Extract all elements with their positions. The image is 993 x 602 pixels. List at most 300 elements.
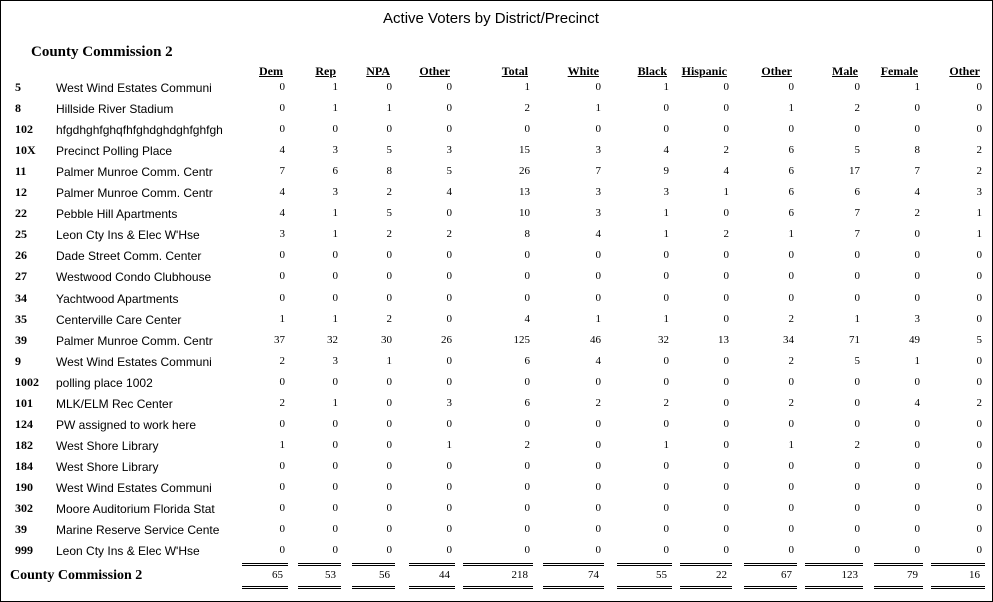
table-cell: 0 [446,354,452,367]
table-cell: 2 [386,228,392,241]
table-cell: 0 [595,291,601,304]
table-cell: 0 [976,102,982,115]
table-cell: 1 [788,102,794,115]
precinct-id: 11 [15,164,27,179]
table-cell: 37 [274,333,285,346]
table-cell: 0 [279,459,285,472]
table-cell: 0 [595,480,601,493]
precinct-id: 39 [15,332,27,347]
table-cell: 0 [524,417,530,430]
table-cell: 0 [386,523,392,536]
table-cell: 0 [788,544,794,557]
table-cell: 0 [854,502,860,514]
precinct-name: Pebble Hill Apartments [56,207,178,222]
table-cell: 8 [386,165,392,178]
table-cell: 4 [279,207,285,220]
table-cell: 0 [723,123,729,136]
precinct-id: 101 [15,395,33,410]
total-rule-bottom [543,588,604,589]
table-cell: 0 [914,375,920,388]
total-rule-top [242,565,288,566]
table-cell: 6 [524,354,530,367]
table-cell: 0 [914,249,920,262]
table-cell: 0 [595,544,601,557]
table-cell: 2 [788,396,794,409]
total-rule-top [409,565,455,566]
table-cell: 0 [279,417,285,430]
table-cell: 0 [524,375,530,388]
table-cell: 1 [663,207,669,220]
table-cell: 1 [595,102,601,115]
table-cell: 0 [788,249,794,262]
table-cell: 1 [663,312,669,325]
table-row [1,375,993,396]
table-cell: 8 [524,228,530,241]
table-cell: 2 [723,228,729,241]
table-cell: 3 [595,186,601,199]
table-cell: 0 [279,249,285,262]
total-rule-bottom [463,588,533,589]
table-cell: 3 [332,144,338,157]
precinct-name: polling place 1002 [56,375,153,390]
table-cell: 4 [446,186,452,199]
table-cell: 0 [788,480,794,493]
total-rule-bottom [352,588,395,589]
total-rule-bottom [298,586,341,587]
table-cell: 0 [446,523,452,536]
table-row [1,417,993,438]
table-cell: 1 [663,228,669,241]
table-cell: 0 [723,544,729,557]
table-row [1,80,993,101]
table-cell: 3 [446,396,452,409]
table-cell: 0 [723,354,729,367]
table-cell: 0 [723,375,729,388]
table-cell: 0 [788,459,794,472]
table-cell: 0 [332,544,338,557]
column-header: Black [637,64,667,78]
table-cell: 0 [976,459,982,472]
total-cell: 74 [588,569,599,581]
table-cell: 0 [976,375,982,388]
table-cell: 0 [723,396,729,409]
table-cell: 2 [446,228,452,241]
precinct-id: 9 [15,353,21,368]
table-cell: 1 [446,438,452,451]
table-cell: 2 [663,396,669,409]
precinct-id: 39 [15,522,27,537]
table-row [1,522,993,543]
table-cell: 1 [976,207,982,220]
table-cell: 0 [524,270,530,283]
precinct-name: Moore Auditorium Florida Stat [56,502,215,516]
table-cell: 0 [976,312,982,325]
total-rule-bottom [805,586,863,587]
total-rule-bottom [463,586,533,587]
table-cell: 0 [524,544,530,557]
table-cell: 8 [914,144,920,157]
total-rule-top [463,563,533,564]
table-cell: 1 [386,102,392,115]
precinct-id: 190 [15,479,33,494]
table-row [1,185,993,206]
total-rule-bottom [242,588,288,589]
table-cell: 1 [663,438,669,451]
table-cell: 0 [663,270,669,283]
table-cell: 0 [663,502,669,514]
table-cell: 0 [386,459,392,472]
table-cell: 0 [788,291,794,304]
precinct-name: Dade Street Comm. Center [56,249,202,264]
table-cell: 1 [976,228,982,241]
table-cell: 4 [723,165,729,178]
precinct-id: 35 [15,311,27,326]
precinct-name: Palmer Munroe Comm. Centr [56,333,213,348]
table-cell: 0 [446,123,452,136]
table-cell: 3 [332,354,338,367]
table-cell: 0 [723,459,729,472]
table-cell: 0 [663,544,669,557]
table-cell: 2 [976,396,982,409]
total-rule-top [805,563,863,564]
table-cell: 1 [332,207,338,220]
table-cell: 0 [386,249,392,262]
table-cell: 0 [332,523,338,536]
table-cell: 15 [519,144,530,157]
table-cell: 34 [783,333,794,346]
table-cell: 0 [279,123,285,136]
table-cell: 0 [524,459,530,472]
total-rule-bottom [931,586,985,587]
precinct-name: Marine Reserve Service Cente [56,523,220,538]
table-cell: 0 [279,502,285,514]
table-cell: 6 [788,207,794,220]
table-cell: 0 [332,438,338,451]
precinct-id: 5 [15,80,21,94]
table-cell: 4 [595,228,601,241]
table-cell: 0 [446,249,452,262]
total-rule-top [242,563,288,564]
table-cell: 0 [788,375,794,388]
table-cell: 0 [854,249,860,262]
column-header: Other [761,64,792,78]
total-rule-bottom [617,588,672,589]
table-cell: 0 [386,480,392,493]
table-row [1,122,993,143]
table-cell: 2 [854,102,860,115]
table-cell: 0 [595,438,601,451]
table-row [1,438,993,459]
table-cell: 0 [976,81,982,93]
table-cell: 0 [723,312,729,325]
table-cell: 0 [723,207,729,220]
table-row [1,333,993,354]
precinct-name: West Wind Estates Communi [56,480,212,495]
table-cell: 0 [663,102,669,115]
table-cell: 0 [723,270,729,283]
table-cell: 0 [279,375,285,388]
precinct-name: Yachtwood Apartments [56,291,179,306]
total-cell: 55 [656,569,667,581]
table-cell: 0 [914,270,920,283]
table-cell: 0 [524,523,530,536]
table-cell: 0 [663,249,669,262]
table-cell: 0 [788,81,794,93]
precinct-id: 12 [15,185,27,200]
column-header: White [567,64,599,78]
table-cell: 0 [446,81,452,93]
precinct-id: 26 [15,248,27,263]
table-cell: 1 [386,354,392,367]
table-cell: 0 [279,270,285,283]
table-cell: 6 [788,165,794,178]
table-cell: 0 [595,417,601,430]
precinct-name: Palmer Munroe Comm. Centr [56,186,213,201]
table-row [1,543,993,564]
table-cell: 6 [788,144,794,157]
precinct-name: West Shore Library [56,459,159,474]
table-cell: 5 [386,207,392,220]
total-rule-top [744,563,797,564]
table-cell: 1 [663,81,669,93]
table-cell: 3 [663,186,669,199]
table-cell: 71 [849,333,860,346]
total-rule-bottom [680,586,732,587]
table-cell: 0 [914,459,920,472]
table-row [1,248,993,269]
table-cell: 26 [441,333,452,346]
table-cell: 0 [595,502,601,514]
table-cell: 10 [519,207,530,220]
table-cell: 1 [524,81,530,93]
total-rule-bottom [805,588,863,589]
precinct-id: 27 [15,269,27,284]
table-cell: 5 [976,333,982,346]
table-cell: 3 [595,207,601,220]
table-cell: 4 [914,186,920,199]
table-cell: 5 [854,144,860,157]
table-cell: 0 [332,417,338,430]
table-cell: 0 [976,270,982,283]
table-cell: 0 [723,81,729,93]
table-cell: 0 [663,480,669,493]
total-cell: 56 [379,569,390,581]
column-header: Total [501,64,528,78]
column-header: Hispanic [681,64,727,78]
table-cell: 0 [914,438,920,451]
precinct-id: 999 [15,543,33,558]
table-cell: 0 [788,523,794,536]
table-cell: 7 [914,165,920,178]
table-cell: 0 [976,502,982,514]
table-row [1,396,993,417]
table-cell: 0 [446,480,452,493]
total-rule-bottom [744,588,797,589]
table-cell: 0 [976,480,982,493]
table-cell: 6 [524,396,530,409]
table-cell: 0 [663,523,669,536]
table-cell: 0 [854,375,860,388]
table-cell: 0 [332,502,338,514]
table-cell: 0 [723,480,729,493]
table-cell: 0 [595,81,601,93]
table-cell: 0 [788,270,794,283]
table-cell: 4 [663,144,669,157]
total-rule-top [409,563,455,564]
column-header: Male [832,64,858,78]
table-cell: 0 [723,523,729,536]
table-cell: 0 [914,502,920,514]
table-cell: 4 [279,186,285,199]
table-cell: 0 [854,123,860,136]
total-rule-top [805,565,863,566]
precinct-id: 25 [15,227,27,242]
table-cell: 0 [386,81,392,93]
totals-label: County Commission 2 [10,568,143,583]
table-cell: 0 [976,291,982,304]
total-rule-top [874,565,923,566]
total-rule-bottom [680,588,732,589]
table-cell: 0 [279,523,285,536]
total-cell: 67 [781,569,792,581]
table-cell: 0 [663,375,669,388]
total-cell: 65 [272,569,283,581]
table-row [1,227,993,248]
table-cell: 1 [788,228,794,241]
table-cell: 0 [524,502,530,514]
table-cell: 0 [595,270,601,283]
total-rule-top [543,565,604,566]
table-cell: 0 [914,544,920,557]
table-cell: 0 [524,480,530,493]
table-cell: 0 [524,123,530,136]
total-cell: 44 [439,569,450,581]
table-cell: 3 [914,312,920,325]
table-cell: 0 [332,375,338,388]
table-cell: 26 [519,165,530,178]
table-cell: 0 [386,123,392,136]
table-cell: 0 [386,417,392,430]
table-cell: 1 [279,312,285,325]
table-cell: 0 [386,396,392,409]
table-cell: 0 [279,102,285,115]
table-cell: 0 [663,123,669,136]
table-cell: 32 [327,333,338,346]
table-cell: 2 [595,396,601,409]
table-cell: 0 [386,438,392,451]
table-cell: 0 [788,502,794,514]
table-cell: 30 [381,333,392,346]
table-row [1,291,993,312]
total-rule-top [463,565,533,566]
table-cell: 4 [524,312,530,325]
table-cell: 13 [718,333,729,346]
table-cell: 0 [446,291,452,304]
total-rule-top [874,563,923,564]
table-cell: 7 [279,165,285,178]
table-cell: 0 [332,291,338,304]
precinct-name: hfgdhghfghqfhfghdghdghfghfgh [56,123,223,138]
table-cell: 0 [976,438,982,451]
table-cell: 0 [663,291,669,304]
table-cell: 0 [854,396,860,409]
table-cell: 4 [914,396,920,409]
table-cell: 0 [854,480,860,493]
total-rule-top [744,565,797,566]
total-rule-bottom [617,586,672,587]
table-row [1,501,993,522]
table-cell: 3 [332,186,338,199]
column-header: NPA [366,64,390,78]
table-cell: 0 [723,102,729,115]
table-cell: 2 [788,354,794,367]
precinct-id: 34 [15,290,27,305]
table-cell: 0 [854,544,860,557]
table-row [1,480,993,501]
table-cell: 1 [854,312,860,325]
table-cell: 0 [854,270,860,283]
precinct-name: MLK/ELM Rec Center [56,396,173,411]
table-cell: 0 [663,417,669,430]
table-cell: 0 [914,480,920,493]
table-cell: 1 [914,354,920,367]
total-rule-top [931,563,985,564]
table-cell: 0 [446,417,452,430]
precinct-id: 302 [15,501,33,515]
table-cell: 4 [595,354,601,367]
table-cell: 2 [976,144,982,157]
total-rule-bottom [874,588,923,589]
table-cell: 0 [446,207,452,220]
table-cell: 0 [386,502,392,514]
precinct-name: West Wind Estates Communi [56,81,212,95]
column-header: Other [419,64,450,78]
table-cell: 0 [788,123,794,136]
table-cell: 3 [595,144,601,157]
table-row [1,206,993,227]
table-cell: 32 [658,333,669,346]
table-cell: 17 [849,165,860,178]
precinct-name: PW assigned to work here [56,417,197,432]
total-cell: 16 [969,569,980,581]
table-cell: 0 [663,459,669,472]
table-cell: 0 [332,270,338,283]
table-cell: 0 [446,502,452,514]
column-header: Other [949,64,980,78]
table-cell: 0 [332,459,338,472]
district-heading: County Commission 2 [31,44,173,60]
table-cell: 2 [386,186,392,199]
precinct-name: Leon Cty Ins & Elec W'Hse [56,544,200,559]
total-rule-bottom [409,586,455,587]
table-cell: 0 [332,249,338,262]
table-cell: 6 [854,186,860,199]
precinct-name: West Wind Estates Communi [56,354,212,369]
table-cell: 0 [914,523,920,536]
table-cell: 0 [524,291,530,304]
table-cell: 7 [854,228,860,241]
table-cell: 3 [976,186,982,199]
table-row [1,269,993,290]
precinct-id: 22 [15,206,27,221]
table-cell: 1 [723,186,729,199]
table-cell: 0 [524,249,530,262]
total-rule-bottom [242,586,288,587]
table-cell: 1 [279,438,285,451]
total-rule-top [298,563,341,564]
table-cell: 0 [723,417,729,430]
table-cell: 9 [663,165,669,178]
